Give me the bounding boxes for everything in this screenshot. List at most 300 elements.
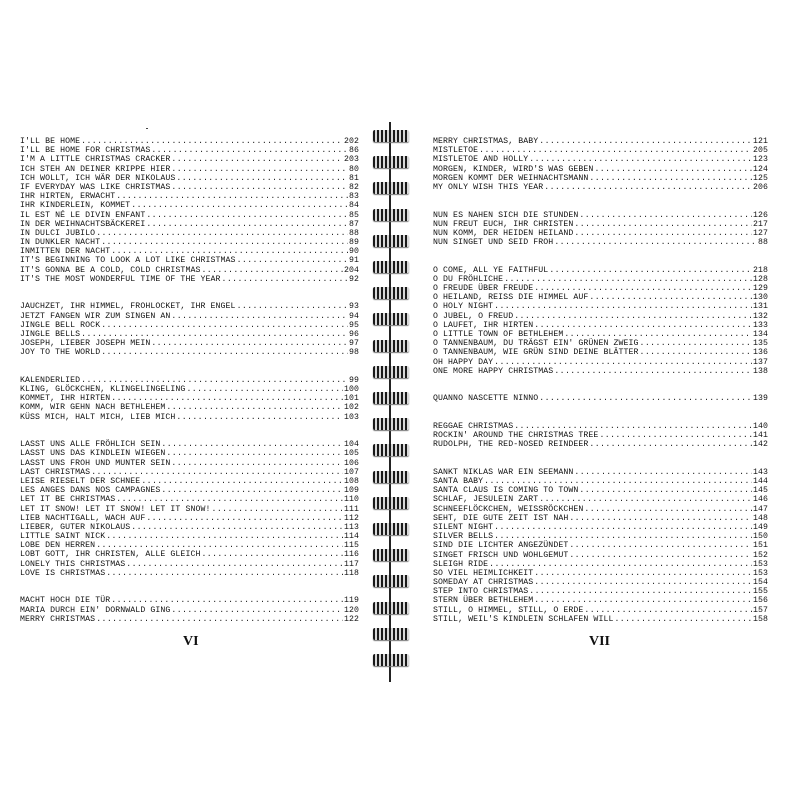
- entry-title: O HOLY NIGHT: [433, 302, 494, 312]
- entry-title: I'LL BE HOME: [20, 137, 81, 146]
- entry-page-number: 145: [752, 486, 768, 496]
- index-entry: [433, 560, 768, 569]
- dot-leader: [151, 146, 348, 155]
- entry-title: STEP INTO CHRISTMAS: [433, 587, 529, 597]
- entry-page-number: 205: [752, 146, 768, 156]
- dot-leader: [494, 358, 752, 367]
- entry-title: REGGAE CHRISTMAS: [433, 421, 514, 431]
- dot-leader: [614, 615, 751, 624]
- index-entry: [433, 486, 768, 495]
- entry-title: LIEB NACHTIGALL, WACH AUF: [20, 513, 146, 523]
- entry-title: IN DULCI JUBILO: [20, 228, 96, 238]
- entry-title: IT'S GONNA BE A COLD, COLD CHRISTMAS: [20, 265, 201, 275]
- entry-page-number: 153: [752, 559, 768, 569]
- entry-title: SINGET FRISCH UND WOHLGEMUT: [433, 550, 569, 560]
- entry-title: SCHLAF, JESULEIN ZART: [433, 495, 539, 505]
- entry-title: IN DUNKLER NACHT: [20, 238, 101, 248]
- entry-page-number: 89: [348, 238, 359, 248]
- entry-title: O LAUFET, IHR HIRTEN: [433, 320, 534, 330]
- binding-ring: [373, 156, 409, 168]
- entry-title: ICH WOLLT, ICH WÄR DER NIKOLAUS: [20, 173, 176, 183]
- dot-leader: [96, 615, 343, 624]
- binding-ring: [373, 182, 409, 194]
- entry-page-number: 122: [343, 614, 359, 624]
- entry-page-number: 87: [348, 219, 359, 229]
- entry-page-number: 121: [752, 137, 768, 146]
- index-entry: [433, 330, 768, 339]
- entry-page-number: 140: [752, 421, 768, 431]
- dot-leader: [176, 413, 343, 422]
- entry-page-number: 134: [752, 329, 768, 339]
- entry-page-number: 83: [348, 192, 359, 202]
- entry-title: O DU FRÖHLICHE: [433, 274, 504, 284]
- dot-leader: [146, 211, 348, 220]
- index-entry: [20, 174, 359, 183]
- dot-leader: [599, 431, 752, 440]
- dot-leader: [201, 266, 342, 275]
- entry-page-number: 154: [752, 578, 768, 588]
- entry-title: LEISE RIESELT DER SCHNEE: [20, 476, 141, 486]
- entry-title: RUDOLPH, THE RED-NOSED REINDEER: [433, 440, 589, 450]
- entry-page-number: 118: [343, 568, 359, 578]
- index-entry: [20, 321, 359, 330]
- dot-leader: [484, 477, 752, 486]
- entry-page-number: 131: [752, 302, 768, 312]
- binding-ring: [373, 549, 409, 561]
- index-entry: [20, 596, 359, 605]
- index-entry: [20, 339, 359, 348]
- entry-page-number: 144: [752, 477, 768, 487]
- index-entry: [20, 468, 359, 477]
- entry-title: STERN ÜBER BETHLEHEM: [433, 596, 534, 606]
- entry-page-number: 139: [752, 394, 768, 404]
- dot-leader: [116, 192, 348, 201]
- entry-title: MISTLETOE: [433, 146, 479, 156]
- entry-page-number: 107: [343, 467, 359, 477]
- dot-leader: [574, 468, 752, 477]
- entry-title: LES ANGES DANS NOS CAMPAGNES: [20, 486, 161, 496]
- entry-title: MORGEN KOMMT DER WEIHNACHTSMANN: [433, 173, 589, 183]
- dot-leader: [116, 495, 343, 504]
- entry-title: QUANNO NASCETTE NINNO: [433, 394, 539, 404]
- entry-page-number: 105: [343, 449, 359, 459]
- dot-leader: [569, 551, 752, 560]
- index-entry: [433, 174, 768, 183]
- entry-page-number: 81: [348, 173, 359, 183]
- index-entry: [433, 394, 768, 403]
- entry-page-number: 94: [348, 311, 359, 321]
- index-entry: [20, 440, 359, 449]
- dot-leader: [640, 339, 752, 348]
- index-entry: [20, 312, 359, 321]
- entry-title: JINGLE BELLS: [20, 329, 81, 339]
- entry-page-number: 120: [343, 605, 359, 615]
- entry-page-number: 117: [343, 559, 359, 569]
- entry-title: KOMM, WIR GEHN NACH BETHLEHEM: [20, 403, 166, 413]
- dot-leader: [237, 256, 348, 265]
- index-entry: [20, 385, 359, 394]
- entry-page-number: 124: [752, 164, 768, 174]
- entry-page-number: 150: [752, 532, 768, 542]
- entry-page-number: 138: [752, 366, 768, 376]
- entry-page-number: 102: [343, 403, 359, 413]
- index-entry: [20, 348, 359, 357]
- dot-leader: [96, 229, 348, 238]
- index-entry: [20, 183, 359, 192]
- entry-page-number: 92: [348, 274, 359, 284]
- entry-title: NUN KOMM, DER HEIDEN HEILAND: [433, 228, 574, 238]
- entry-title: OH HAPPY DAY: [433, 357, 494, 367]
- dot-leader: [151, 339, 348, 348]
- entry-page-number: 153: [752, 568, 768, 578]
- index-entry: [20, 541, 359, 550]
- dot-leader: [534, 578, 752, 587]
- dot-leader: [554, 238, 757, 247]
- index-entry: [20, 302, 359, 311]
- dot-leader: [146, 220, 348, 229]
- dot-leader: [579, 486, 752, 495]
- index-entry: [433, 495, 768, 504]
- index-entry: [20, 403, 359, 412]
- entry-title: LASST UNS FROH UND MUNTER SEIN: [20, 458, 171, 468]
- entry-title: IF EVERYDAY WAS LIKE CHRISTMAS: [20, 182, 171, 192]
- entry-title: JOY TO THE WORLD: [20, 348, 101, 358]
- entry-page-number: 90: [348, 247, 359, 257]
- index-entry: [20, 220, 359, 229]
- index-entry: [433, 569, 768, 578]
- dot-leader: [161, 486, 343, 495]
- entry-page-number: 126: [752, 210, 768, 220]
- dot-leader: [489, 560, 752, 569]
- entry-page-number: 206: [752, 182, 768, 192]
- entry-title: O HEILAND, REISS DIE HIMMEL AUF: [433, 293, 589, 303]
- index-entry: [20, 523, 359, 532]
- entry-page-number: 84: [348, 201, 359, 211]
- entry-page-number: 151: [752, 541, 768, 551]
- entry-title: O TANNENBAUM, DU TRÄGST EIN' GRÜNEN ZWEIG: [433, 339, 639, 349]
- index-entry: [20, 155, 359, 164]
- dot-leader: [640, 348, 752, 357]
- index-entry: [20, 486, 359, 495]
- index-entry: [20, 137, 359, 146]
- entry-page-number: 155: [752, 587, 768, 597]
- dot-leader: [589, 440, 752, 449]
- dot-leader: [146, 514, 343, 523]
- entry-page-number: 130: [752, 293, 768, 303]
- entry-title: SLEIGH RIDE: [433, 559, 489, 569]
- index-entry: [20, 459, 359, 468]
- dot-leader: [171, 183, 348, 192]
- index-entry: [20, 615, 359, 624]
- entry-title: STILL, WEIL'S KINDLEIN SCHLAFEN WILL: [433, 614, 614, 624]
- entry-title: I'LL BE HOME FOR CHRISTMAS: [20, 146, 151, 156]
- dot-leader: [539, 137, 752, 146]
- index-entry: [20, 532, 359, 541]
- index-entry: [20, 376, 359, 385]
- right-page-number: VII: [589, 634, 611, 649]
- index-entry: [433, 137, 768, 146]
- binding-ring: [373, 235, 409, 247]
- entry-page-number: 204: [343, 265, 359, 275]
- entry-title: LOBT GOTT, IHR CHRISTEN, ALLE GLEICH: [20, 550, 201, 560]
- entry-page-number: 85: [348, 210, 359, 220]
- index-entry: [433, 440, 768, 449]
- entry-title: SILENT NIGHT: [433, 522, 494, 532]
- entry-page-number: 217: [752, 219, 768, 229]
- index-entry: [433, 505, 768, 514]
- entry-title: LET IT SNOW! LET IT SNOW! LET IT SNOW!: [20, 504, 211, 514]
- entry-page-number: 115: [343, 541, 359, 551]
- index-entry: [20, 505, 359, 514]
- dot-leader: [584, 606, 752, 615]
- entry-title: LET IT BE CHRISTMAS: [20, 495, 116, 505]
- dot-leader: [141, 477, 343, 486]
- index-entry: [433, 358, 768, 367]
- entry-page-number: 88: [348, 228, 359, 238]
- entry-page-number: 106: [343, 458, 359, 468]
- index-entry: [20, 606, 359, 615]
- entry-title: JINGLE BELL ROCK: [20, 320, 101, 330]
- dot-leader: [101, 348, 348, 357]
- entry-title: KALENDERLIED: [20, 375, 81, 385]
- index-entry: [433, 431, 768, 440]
- index-entry: [20, 266, 359, 275]
- entry-title: LASST UNS ALLE FRÖHLICH SEIN: [20, 440, 161, 450]
- entry-title: ROCKIN' AROUND THE CHRISTMAS TREE: [433, 431, 599, 441]
- entry-title: LOVE IS CHRISTMAS: [20, 568, 106, 578]
- binding-ring: [373, 471, 409, 483]
- entry-page-number: 95: [348, 320, 359, 330]
- entry-title: KÜSS MICH, HALT MICH, LIEB MICH: [20, 412, 176, 422]
- entry-page-number: 116: [343, 550, 359, 560]
- index-entry: [20, 394, 359, 403]
- dot-leader: [574, 229, 752, 238]
- left-page-number: VI: [183, 634, 199, 649]
- dot-leader: [176, 174, 348, 183]
- entry-title: IN DER WEIHNACHTSBÄCKEREI: [20, 219, 146, 229]
- entry-page-number: 142: [752, 440, 768, 450]
- entry-title: LITTLE SAINT NICK: [20, 532, 106, 542]
- entry-title: MY ONLY WISH THIS YEAR: [433, 182, 544, 192]
- entry-title: INMITTEN DER NACHT: [20, 247, 111, 257]
- index-entry: [20, 560, 359, 569]
- entry-title: O COME, ALL YE FAITHFUL: [433, 265, 549, 275]
- entry-page-number: 113: [343, 522, 359, 532]
- entry-title: MISTLETOE AND HOLLY: [433, 155, 529, 165]
- binding-ring: [373, 602, 409, 614]
- index-entry: [20, 413, 359, 422]
- entry-title: I'M A LITTLE CHRISTMAS CRACKER: [20, 155, 171, 165]
- entry-title: ONE MORE HAPPY CHRISTMAS: [433, 366, 554, 376]
- entry-page-number: 99: [348, 375, 359, 385]
- entry-page-number: 112: [343, 513, 359, 523]
- entry-title: NUN ES NAHEN SICH DIE STUNDEN: [433, 210, 579, 220]
- entry-title: SOMEDAY AT CHRISTMAS: [433, 578, 534, 588]
- entry-title: SANTA BABY: [433, 477, 484, 487]
- dot-leader: [171, 165, 348, 174]
- entry-page-number: 128: [752, 274, 768, 284]
- index-entry: [433, 183, 768, 192]
- entry-title: SCHNEEFLÖCKCHEN, WEISSRÖCKCHEN: [433, 504, 584, 514]
- entry-page-number: 149: [752, 522, 768, 532]
- entry-page-number: 80: [348, 164, 359, 174]
- entry-page-number: 127: [752, 228, 768, 238]
- dot-leader: [529, 587, 752, 596]
- dot-leader: [166, 403, 343, 412]
- entry-title: MORGEN, KINDER, WIRD'S WAS GEBEN: [433, 164, 594, 174]
- entry-page-number: 203: [343, 155, 359, 165]
- binding-ring: [373, 287, 409, 299]
- index-entry: [433, 468, 768, 477]
- index-entry: [20, 514, 359, 523]
- index-entry: [433, 321, 768, 330]
- entry-page-number: 101: [343, 394, 359, 404]
- entry-page-number: 137: [752, 357, 768, 367]
- entry-title: IL EST NÉ LE DIVIN ENFANT: [20, 210, 146, 220]
- dot-leader: [106, 569, 343, 578]
- dot-leader: [186, 385, 343, 394]
- entry-title: MERRY CHRISTMAS: [20, 614, 96, 624]
- dot-leader: [539, 495, 752, 504]
- index-entry: [20, 201, 359, 210]
- index-entry: [433, 532, 768, 541]
- spiral-binding: [370, 122, 412, 682]
- entry-page-number: 103: [343, 412, 359, 422]
- index-entry: [433, 146, 768, 155]
- left-page: [0, 0, 372, 800]
- dot-leader: [81, 330, 348, 339]
- entry-title: NUN FREUT EUCH, IHR CHRISTEN: [433, 219, 574, 229]
- dot-leader: [534, 321, 752, 330]
- entry-page-number: 104: [343, 440, 359, 450]
- entry-page-number: 143: [752, 467, 768, 477]
- index-entry: [20, 569, 359, 578]
- index-entry: [20, 330, 359, 339]
- entry-page-number: 109: [343, 486, 359, 496]
- print-speck: [146, 128, 148, 129]
- index-entry: [433, 293, 768, 302]
- index-entry: [433, 229, 768, 238]
- entry-page-number: 157: [752, 605, 768, 615]
- entry-page-number: 86: [348, 146, 359, 156]
- entry-page-number: 82: [348, 182, 359, 192]
- entry-page-number: 132: [752, 311, 768, 321]
- dot-leader: [101, 321, 348, 330]
- binding-ring: [373, 340, 409, 352]
- dot-leader: [589, 293, 752, 302]
- dot-leader: [514, 312, 752, 321]
- dot-leader: [589, 174, 752, 183]
- dot-leader: [594, 165, 752, 174]
- dot-leader: [479, 146, 752, 155]
- entry-title: O LITTLE TOWN OF BETHLEHEM: [433, 329, 564, 339]
- dot-leader: [212, 505, 343, 514]
- entry-page-number: 158: [752, 614, 768, 624]
- entry-page-number: 114: [343, 532, 359, 542]
- entry-page-number: 100: [343, 385, 359, 395]
- entry-page-number: 156: [752, 596, 768, 606]
- entry-title: KOMMET, IHR HIRTEN: [20, 394, 111, 404]
- binding-ring: [373, 418, 409, 430]
- dot-leader: [549, 266, 752, 275]
- dot-leader: [131, 201, 348, 210]
- index-entry: [433, 587, 768, 596]
- dot-leader: [161, 440, 343, 449]
- index-entry: [20, 256, 359, 265]
- dot-leader: [166, 449, 343, 458]
- entry-page-number: 133: [752, 320, 768, 330]
- index-entry: [20, 238, 359, 247]
- entry-title: JETZT FANGEN WIR ZUM SINGEN AN: [20, 311, 171, 321]
- entry-title: LOBE DEN HERREN: [20, 541, 96, 551]
- dot-leader: [504, 275, 752, 284]
- dot-leader: [171, 606, 343, 615]
- entry-title: LASST UNS DAS KINDLEIN WIEGEN: [20, 449, 166, 459]
- dot-leader: [131, 523, 343, 532]
- binding-ring: [373, 654, 409, 666]
- binding-ring: [373, 130, 409, 142]
- index-entry: [433, 551, 768, 560]
- index-entry: [433, 348, 768, 357]
- dot-leader: [81, 137, 343, 146]
- index-entry: [20, 495, 359, 504]
- index-entry: [433, 211, 768, 220]
- index-entry: [433, 477, 768, 486]
- dot-leader: [544, 183, 752, 192]
- index-entry: [433, 238, 768, 247]
- dot-leader: [171, 459, 343, 468]
- index-entry: [433, 367, 768, 376]
- entry-title: SO VIEL HEIMLICHKEIT: [433, 568, 534, 578]
- dot-leader: [201, 550, 342, 559]
- entry-title: O JUBEL, O FREUD: [433, 311, 514, 321]
- entry-page-number: 96: [348, 329, 359, 339]
- entry-title: JOSEPH, LIEBER JOSEPH MEIN: [20, 339, 151, 349]
- entry-title: ICH STEH AN DEINER KRIPPE HIER: [20, 164, 171, 174]
- right-index-list: [433, 137, 768, 624]
- dot-leader: [91, 468, 343, 477]
- dot-leader: [529, 155, 752, 164]
- entry-page-number: 97: [348, 339, 359, 349]
- entry-title: IHR KINDERLEIN, KOMMET: [20, 201, 131, 211]
- dot-leader: [534, 596, 752, 605]
- index-entry: [433, 302, 768, 311]
- entry-title: O TANNENBAUM, WIE GRÜN SIND DEINE BLÄTTER: [433, 348, 639, 358]
- binding-ring: [373, 392, 409, 404]
- entry-title: MACHT HOCH DIE TÜR: [20, 596, 111, 606]
- entry-page-number: 108: [343, 476, 359, 486]
- entry-page-number: 147: [752, 504, 768, 514]
- binding-ring: [373, 523, 409, 535]
- dot-leader: [539, 394, 752, 403]
- entry-title: JAUCHZET, IHR HIMMEL, FROHLOCKET, IHR ENGEL: [20, 302, 236, 312]
- index-entry: [20, 477, 359, 486]
- binding-ring: [373, 313, 409, 325]
- entry-title: KLING, GLÖCKCHEN, KLINGELINGELING: [20, 385, 186, 395]
- dot-leader: [579, 211, 752, 220]
- entry-page-number: 93: [348, 302, 359, 312]
- index-entry: [433, 275, 768, 284]
- entry-title: STILL, O HIMMEL, STILL, O ERDE: [433, 605, 584, 615]
- entry-page-number: 129: [752, 284, 768, 294]
- dot-leader: [111, 596, 343, 605]
- entry-page-number: 152: [752, 550, 768, 560]
- entry-title: LONELY THIS CHRISTMAS: [20, 559, 126, 569]
- dot-leader: [494, 302, 752, 311]
- entry-page-number: 123: [752, 155, 768, 165]
- dot-leader: [171, 155, 343, 164]
- dot-leader: [81, 376, 348, 385]
